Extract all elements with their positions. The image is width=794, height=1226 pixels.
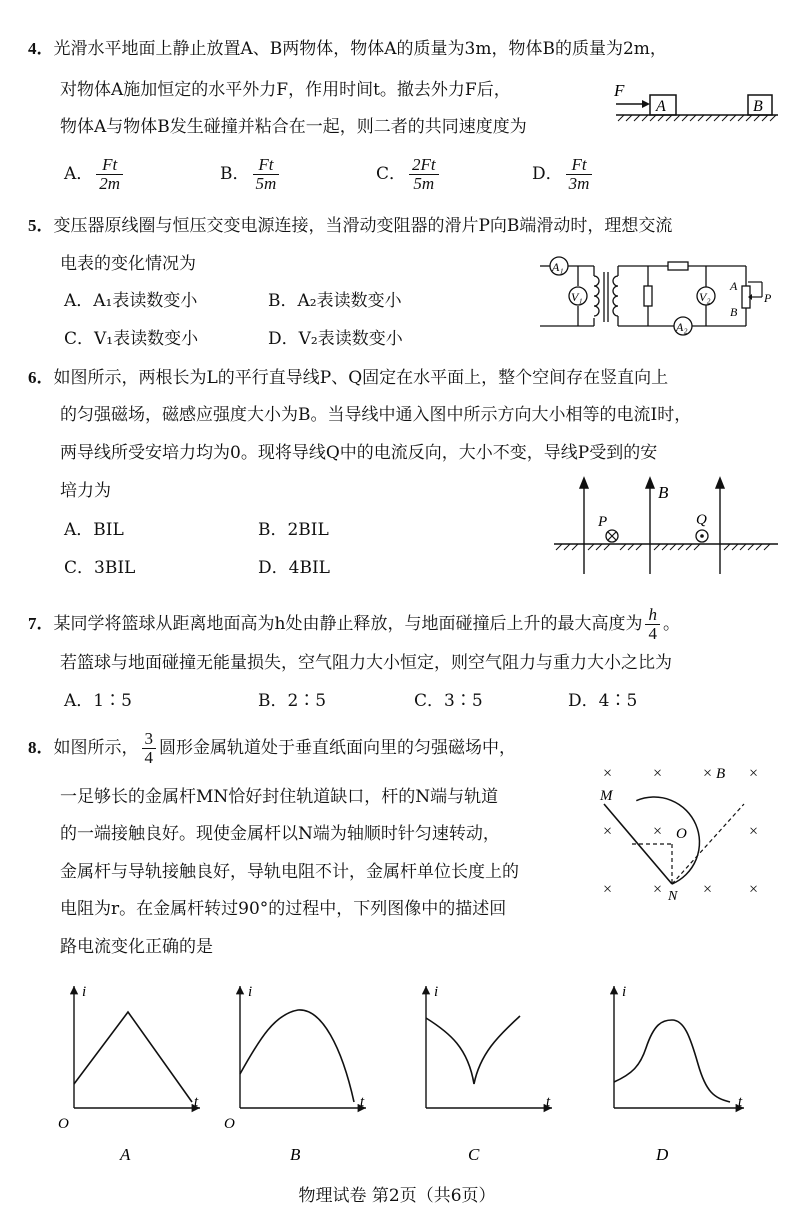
- q8-circular-track: [636, 797, 699, 884]
- q8-answer-graphs: [50, 978, 770, 1168]
- q4-text-line2: 对物体A施加恒定的水平外力F，作用时间t。撤去外力F后，: [60, 80, 511, 100]
- q8-graph-b-curve: [240, 1010, 354, 1102]
- svg-text:t: t: [546, 1094, 551, 1110]
- q6-option-b[interactable]: B．2BIL: [258, 520, 329, 540]
- q8-text-line2: 一足够长的金属杆MN恰好封住轨道缺口，杆的N端与轨道: [60, 787, 499, 807]
- q8-graph-d-label: D: [656, 1145, 669, 1164]
- q7-option-a[interactable]: A．1∶5: [64, 691, 132, 711]
- q5-text-line2: 电表的变化情况为: [60, 254, 196, 274]
- q8-text-line3: 的一端接触良好。现使金属杆以N端为轴顺时针匀速转动，: [60, 824, 500, 844]
- q4-text-line3: 物体A与物体B发生碰撞并粘合在一起，则二者的共同速度度为: [60, 117, 527, 137]
- q5-option-c[interactable]: C．V₁表读数变小: [64, 329, 199, 349]
- q7-option-b[interactable]: B．2∶5: [258, 691, 327, 711]
- q8-graph-c-curve: [426, 1016, 520, 1084]
- q4-option-b[interactable]: B． $\frac{Ft}{5m}$: [220, 152, 282, 196]
- q7-text-line1: 7．某同学将篮球从距离地面高为h处由静止释放，与地面碰撞后上升的最大高度为 $\frac{h}{4}$ 。: [28, 605, 680, 643]
- svg-text:×: ×: [602, 881, 613, 898]
- svg-text:O: O: [58, 1116, 69, 1132]
- q5-text-line1: 5．变压器原线圈与恒压交变电源连接，当滑动变阻器的滑片P向B端滑动时，理想交流: [28, 216, 673, 236]
- q8-text-line6: 路电流变化正确的是: [60, 937, 213, 957]
- svg-text:i: i: [82, 984, 87, 1000]
- q8-point-o: O: [676, 826, 687, 842]
- svg-text:×: ×: [602, 823, 613, 840]
- svg-text:t: t: [738, 1094, 743, 1110]
- q4-option-c[interactable]: C． $\frac{2Ft}{5m}$: [376, 152, 442, 196]
- svg-text:×: ×: [602, 765, 613, 782]
- svg-text:O: O: [224, 1116, 235, 1132]
- q6-text-line2: 的匀强磁场，磁感应强度大小为B。当导线中通入图中所示方向大小相等的电流I时，: [60, 405, 692, 425]
- svg-text:×: ×: [748, 881, 759, 898]
- q8-graph-a-label: A: [120, 1145, 131, 1164]
- q8-graph-c-label: C: [468, 1145, 480, 1164]
- svg-text:×: ×: [702, 765, 713, 782]
- q8-graph-b[interactable]: [224, 984, 366, 1164]
- svg-text:×: ×: [702, 881, 713, 898]
- svg-text:×: ×: [652, 765, 663, 782]
- q8-text-line4: 金属杆与导轨接触良好，导轨电阻不计，金属杆单位长度上的: [60, 862, 519, 882]
- svg-text:×: ×: [748, 823, 759, 840]
- q8-text-line5: 电阻为r。在金属杆转过90°的过程中，下列图像中的描述回: [60, 899, 507, 919]
- q8-graph-d-curve: [614, 1020, 730, 1102]
- q6-wire-q-label: Q: [696, 512, 707, 528]
- q6-option-c[interactable]: C．3BIL: [64, 558, 136, 578]
- q6-text-line4: 培力为: [60, 481, 111, 501]
- q6-option-a[interactable]: A．BIL: [64, 520, 124, 540]
- q5-option-b[interactable]: B．A₂表读数变小: [268, 291, 402, 311]
- q8-text-line1: 8．如图所示， $\frac{3}{4}$ 圆形金属轨道处于垂直纸面向里的匀强磁场中，: [28, 729, 516, 767]
- q7-option-d[interactable]: D．4∶5: [568, 691, 638, 711]
- q6-text-line1: 6．如图所示，两根长为L的平行直导线P、Q固定在水平面上，整个空间存在竖直向上: [28, 368, 669, 388]
- q8-graph-a-curve: [74, 1012, 192, 1102]
- q5-slider-p: P: [764, 291, 772, 305]
- svg-text:t: t: [360, 1094, 365, 1110]
- q6-text-line3: 两导线所受安培力均为0。现将导线Q中的电流反向，大小不变，导线P受到的安: [60, 443, 658, 463]
- svg-text:i: i: [248, 984, 253, 1000]
- q8-graph-d[interactable]: [614, 984, 744, 1164]
- q5-circuit-figure: [538, 252, 778, 342]
- svg-text:×: ×: [652, 823, 663, 840]
- q8-point-n: N: [668, 889, 678, 904]
- q8-graph-b-label: B: [290, 1145, 301, 1164]
- svg-text:i: i: [434, 984, 439, 1000]
- q6-field-label: B: [658, 483, 669, 502]
- q8-figure: [596, 756, 776, 906]
- q4-text-line1: 4．光滑水平地面上静止放置A、B两物体，物体A的质量为3m，物体B的质量为2m，: [28, 39, 667, 59]
- q8-point-m: M: [600, 788, 613, 804]
- q5-ammeter-a2: A₂: [676, 320, 688, 334]
- q5-voltmeter-v1: V₁: [571, 290, 583, 304]
- q6-figure: [550, 474, 782, 578]
- svg-text:A: A: [656, 98, 666, 115]
- q5-ammeter-a1: A₁: [552, 260, 564, 274]
- q4-option-a[interactable]: A． $\frac{Ft}{2m}$: [64, 152, 126, 196]
- q8-field-label: B: [716, 766, 726, 782]
- svg-text:B: B: [753, 98, 763, 115]
- svg-text:i: i: [622, 984, 627, 1000]
- q8-graph-a[interactable]: [58, 984, 200, 1164]
- q5-option-d[interactable]: D．V₂表读数变小: [268, 329, 403, 349]
- q8-graph-c[interactable]: [426, 984, 552, 1164]
- q4-figure: [612, 80, 782, 130]
- q5-end-a: A: [730, 279, 738, 293]
- q4-option-d[interactable]: D． $\frac{Ft}{3m}$: [532, 152, 595, 196]
- page-footer: 物理试卷 第2页（共6页）: [298, 1186, 496, 1206]
- q7-text-line2: 若篮球与地面碰撞无能量损失，空气阻力大小恒定，则空气阻力与重力大小之比为: [60, 653, 672, 673]
- svg-text:×: ×: [748, 765, 759, 782]
- q5-end-b: B: [730, 305, 738, 319]
- svg-text:×: ×: [652, 881, 663, 898]
- q6-option-d[interactable]: D．4BIL: [258, 558, 330, 578]
- q4-force-label: F: [614, 81, 625, 100]
- q5-option-a[interactable]: A．A₁表读数变小: [64, 291, 198, 311]
- q4-ground-hatch: [618, 115, 776, 121]
- q6-wire-p-label: P: [598, 514, 608, 530]
- svg-text:t: t: [194, 1094, 199, 1110]
- q7-option-c[interactable]: C．3∶5: [414, 691, 483, 711]
- q5-voltmeter-v2: V₂: [699, 290, 711, 304]
